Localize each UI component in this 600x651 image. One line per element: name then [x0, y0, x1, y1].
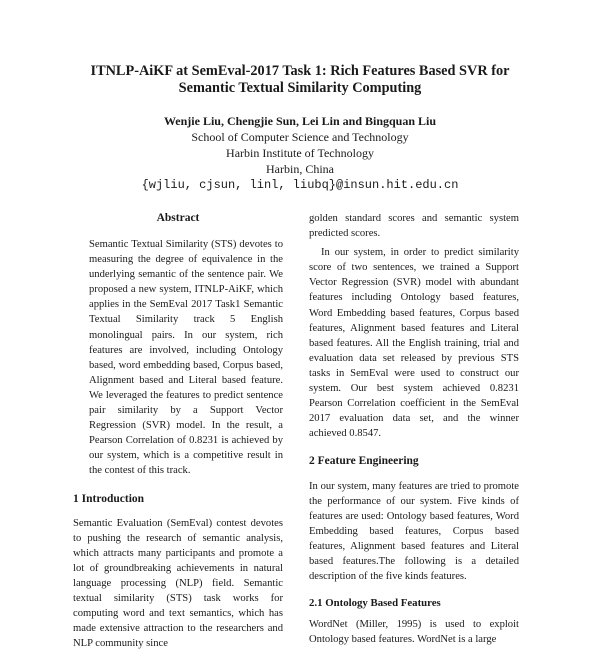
title-line-2: Semantic Textual Similarity Computing	[178, 80, 422, 96]
introduction-text: Semantic Evaluation (SemEval) contest devotes to pushing the research of semantic analysis, which attracts many participants and promote a lot of groundbreaking achievements in natural language processing (NLP) field. Semantic textual similarity (STS) task works for computing word and text semantics, which has made extensive attraction to the researchers and NLP community since	[73, 517, 283, 650]
feature-engineering-heading: 2 Feature Engineering	[309, 455, 419, 468]
system-overview-paragraph: In our system, in order to predict similarity score of two sentences, we trained a Support Vector Regression (SVR) model with abundant features including Ontology based features, Word Embedding based features, Corpus based features, Alignment based features and Literal based features. All the English training, trial and evaluation data set released by previous STS tasks in SemEval were used to construct our system. Our best system achieved 0.8231 Pearson Correlation coefficient in the SemEval 2017 evaluation data set, and the winner achieved 0.8547.	[309, 247, 519, 440]
affiliation-city: Harbin, China	[266, 162, 334, 176]
affiliation-school: School of Computer Science and Technology	[191, 130, 409, 144]
ontology-features-text: WordNet (Miller, 1995) is used to exploit Ontology based features. WordNet is a large	[309, 619, 519, 646]
feature-engineering-text: In our system, many features are tried to promote the performance of our system. Five kinds of features are used: Ontology based features, Word Embedding based features, Corpus based features, Alignment based features and Literal based features.The following is a detailed description of the five kinds features.	[309, 480, 519, 583]
introduction-heading: 1 Introduction	[73, 492, 145, 505]
left-column	[73, 211, 283, 651]
abstract-text: Semantic Textual Similarity (STS) devotes to measuring the degree of equivalence in the underlying semantic of the sentence pair. We proposed a new system, ITNLP-AiKF, which applies in the SemEval 2017 Task1 Semantic Textual Similarity track 5 English monolingual pairs. In our system, rich features are involved, including Ontology based, word embedding based, Corpus based, Alignment based and Literal based feature. We leveraged the features to predict sentence pair similarity by a Support Vector Regression (SVR) model. In the result, a Pearson Correlation of 0.8231 is achieved by our system, which is a competitive result in the contest of this track.	[89, 239, 283, 477]
author-block	[40, 113, 560, 193]
abstract-heading: Abstract	[156, 212, 200, 224]
affiliation-institute: Harbin Institute of Technology	[226, 146, 374, 160]
intro-continuation-paragraph: golden standard scores and semantic system predicted scores.	[309, 213, 519, 240]
author-names: Wenjie Liu, Chengjie Sun, Lei Lin and Bingquan Liu	[163, 114, 437, 128]
right-column	[309, 211, 519, 647]
paper-title	[40, 63, 560, 97]
author-email: {wjliu, cjsun, linl, liubq}@insun.hit.edu.cn	[141, 178, 459, 192]
title-line-1: ITNLP-AiKF at SemEval-2017 Task 1: Rich Features Based SVR for	[90, 63, 510, 79]
ontology-features-heading: 2.1 Ontology Based Features	[309, 597, 441, 610]
